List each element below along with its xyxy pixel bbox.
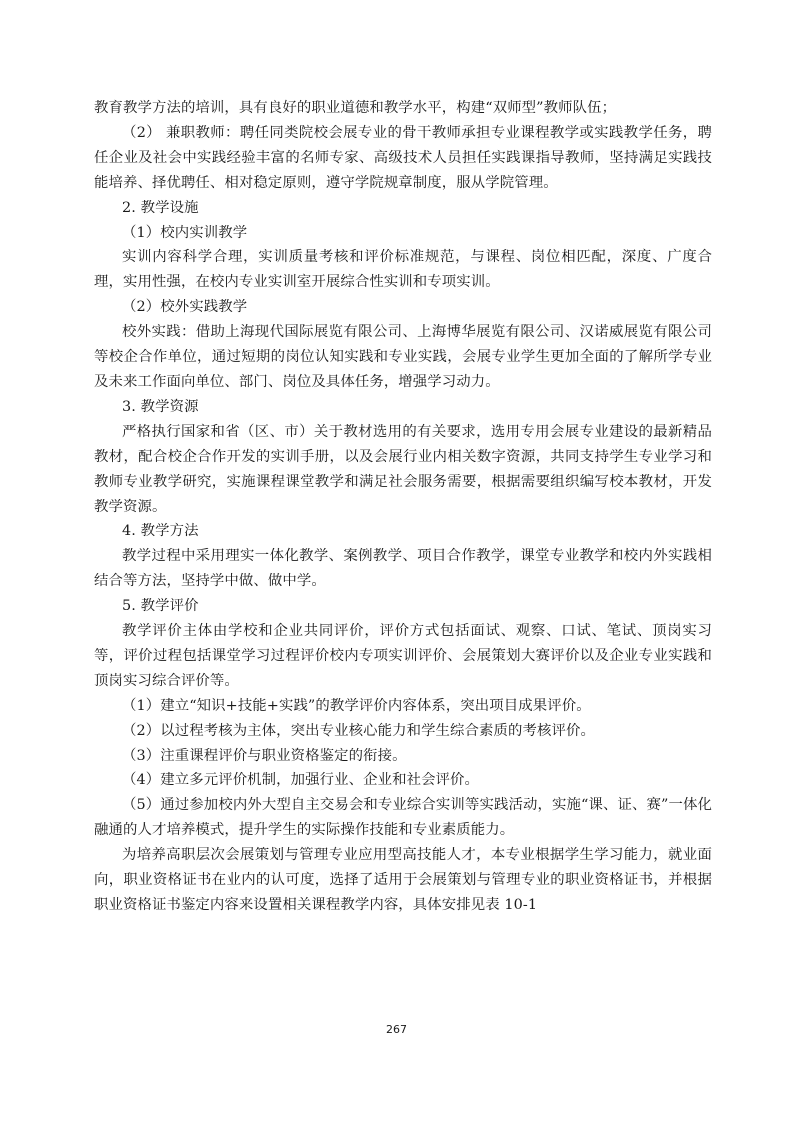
- list-item-evaluation-5: （5）通过参加校内外大型自主交易会和专业综合实训等实践活动，实施“课、证、赛”一体化融通的人才培养模式，提升学生的实际操作技能和专业素质能力。: [94, 797, 712, 839]
- subheading-on-campus-training: （1）校内实训教学: [122, 224, 248, 241]
- section-heading-teaching-facilities: 2. 教学设施: [122, 199, 199, 216]
- page-number: 267: [386, 1023, 407, 1036]
- paragraph-certificates: 为培养高职层次会展策划与管理专业应用型高技能人才，本专业根据学生学习能力，就业面向，职业资格证书在业内的认可度，选择了适用于会展策划与管理专业的职业资格证书，并根据职业资格证书鉴定内容来设置相关课程教学内容，具体安排见表 10-1: [94, 847, 712, 913]
- list-item-evaluation-2: （2）以过程考核为主体，突出专业核心能力和学生综合素质的考核评价。: [122, 722, 595, 739]
- section-heading-teaching-evaluation: 5. 教学评价: [122, 598, 199, 615]
- paragraph-teaching-methods: 教学过程中采用理实一体化教学、案例教学、项目合作教学，课堂专业教学和校内外实践相结合等方法，坚持学中做、做中学。: [94, 548, 712, 590]
- paragraph-teaching-evaluation: 教学评价主体由学校和企业共同评价，评价方式包括面试、观察、口试、笔试、顶岗实习等，评价过程包括课堂学习过程评价校内专项实训评价、会展策划大赛评价以及企业专业实践和顶岗实习综合评价等。: [94, 623, 712, 689]
- list-item-evaluation-4: （4）建立多元评价机制，加强行业、企业和社会评价。: [122, 772, 480, 789]
- paragraph-part-time-teachers: （2） 兼职教师：聘任同类院校会展专业的骨干教师承担专业课程教学或实践教学任务，聘任企业及社会中实践经验丰富的名师专家、高级技术人员担任实践课指导教师，坚持满足实践技能培养、择优聘任、相对稳定原则，遵守学院规章制度，服从学院管理。: [94, 124, 712, 191]
- section-heading-teaching-resources: 3. 教学资源: [122, 398, 199, 415]
- paragraph-on-campus-training: 实训内容科学合理，实训质量考核和评价标准规范，与课程、岗位相匹配，深度、广度合理，实用性强，在校内专业实训室开展综合性实训和专项实训。: [94, 249, 712, 291]
- document-body: [94, 96, 712, 918]
- paragraph-teaching-resources: 严格执行国家和省（区、市）关于教材选用的有关要求，选用专用会展专业建设的最新精品教材，配合校企合作开发的实训手册，以及会展行业内相关数字资源，共同支持学生专业学习和教师专业教学研究，实施课程课堂教学和满足社会服务需要，根据需要组织编写校本教材，开发教学资源。: [94, 423, 712, 515]
- section-heading-teaching-methods: 4. 教学方法: [122, 523, 199, 540]
- list-item-evaluation-3: （3）注重课程评价与职业资格鉴定的衔接。: [122, 747, 407, 764]
- paragraph-teacher-training: 教育教学方法的培训，具有良好的职业道德和教学水平，构建“双师型”教师队伍；: [94, 100, 617, 116]
- list-item-evaluation-1: （1）建立“知识+技能+实践”的教学评价内容体系，突出项目成果评价。: [122, 697, 591, 714]
- subheading-off-campus-practice: （2）校外实践教学: [122, 299, 248, 316]
- paragraph-off-campus-practice: 校外实践：借助上海现代国际展览有限公司、上海博华展览有限公司、汉诺威展览有限公司等校企合作单位，通过短期的岗位认知实践和专业实践，会展专业学生更加全面的了解所学专业及未来工作面向单位、部门、岗位及具体任务，增强学习动力。: [94, 324, 712, 390]
